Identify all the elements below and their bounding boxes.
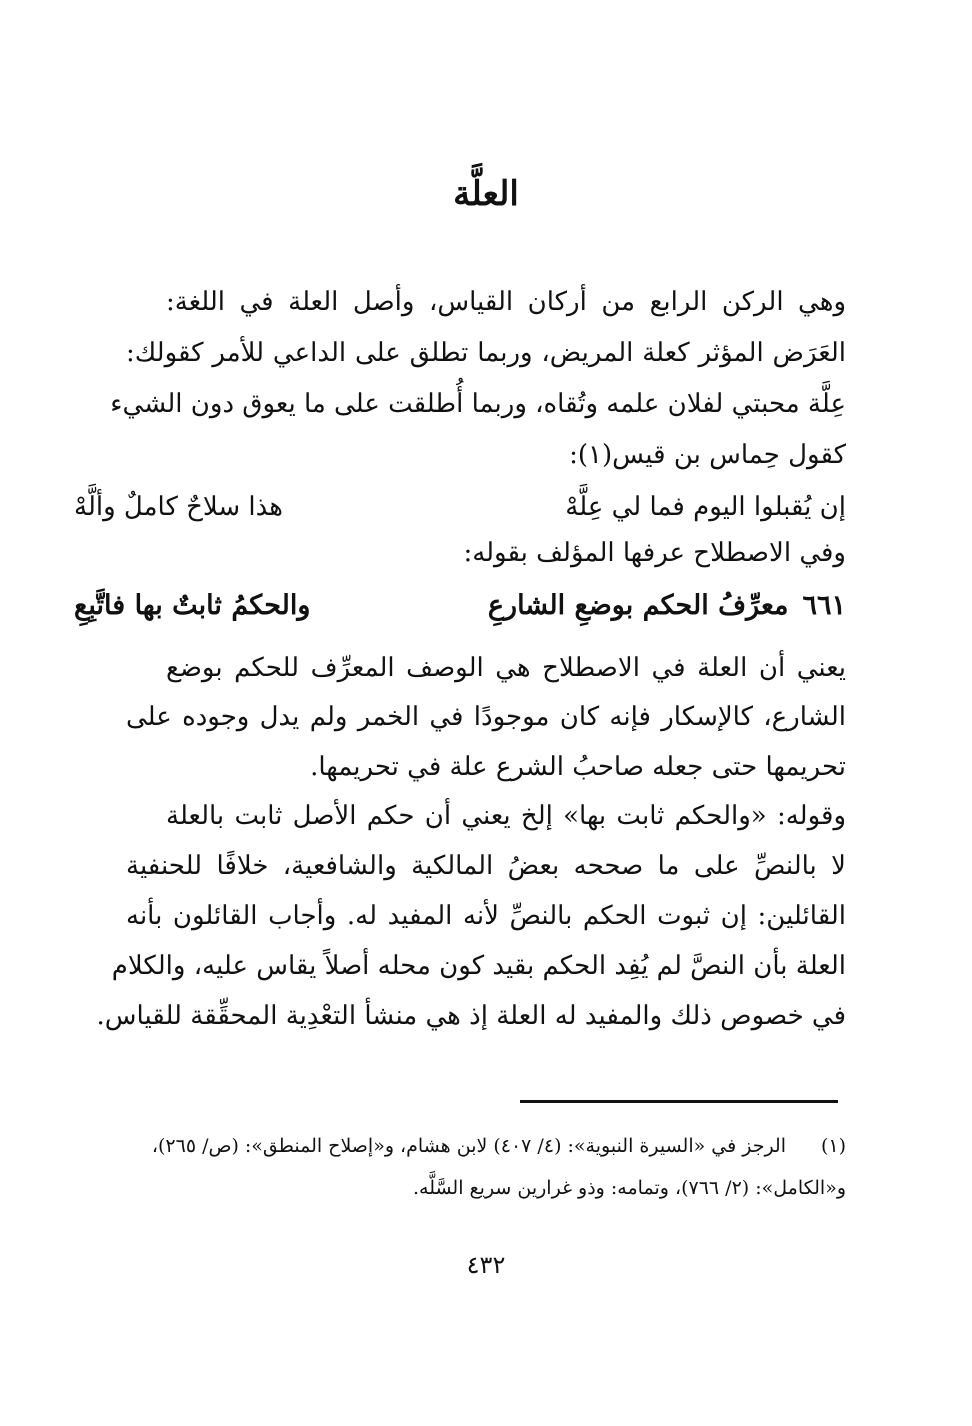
verse-hemistich-2: والحكمُ ثابتٌ بها فاتَّبِعِ (74, 590, 311, 621)
paragraph-3-line-4: العلة بأن النصَّ لم يُفِد الحكم بقيد كون محله أصلاً يقاس عليه، والكلام (111, 951, 846, 981)
paragraph-2-line-1: يعني أن العلة في الاصطلاح هي الوصف المعرِّف للحكم بوضع (166, 653, 846, 683)
paragraph-1-line-4: كقول حِماس بن قيس(١): (569, 440, 846, 470)
paragraph-1-line-2: العَرَض المؤثر كعلة المريض، وربما تطلق على الداعي للأمر كقولك: (126, 338, 846, 368)
paragraph-3-line-3: القائلين: إن ثبوت الحكم بالنصِّ لأنه المفيد له. وأجاب القائلون بأنه (126, 901, 846, 931)
paragraph-2-line-3: تحريمها حتى جعله صاحبُ الشرع علة في تحريمها. (310, 752, 846, 782)
footnote-divider (520, 1100, 838, 1103)
verse-number: ٦٦١ (802, 590, 846, 621)
footnote-text-1: الرجز في «السيرة النبوية»: (٤/ ٤٠٧) لابن هشام، و«إصلاح المنطق»: (ص/ ٢٦٥)، (151, 1135, 786, 1157)
paragraph-2-line-2: الشارع، كالإسكار فإنه كان موجودًا في الخمر ولم يدل وجوده على (126, 702, 846, 732)
footnote-text-2: و«الكامل»: (٢/ ٧٦٦)، وتمامه: وذو غرارين سريع السَّلَّه. (412, 1177, 846, 1199)
paragraph-1-line-1: وهي الركن الرابع من أركان القياس، وأصل العلة في اللغة: (166, 287, 846, 317)
poem-line (74, 487, 846, 527)
paragraph-3-line-1: وقوله: «والحكم ثابت بها» إلخ يعني أن حكم الأصل ثابت بالعلة (166, 801, 846, 831)
footnote-line-1 (74, 1130, 846, 1162)
footnote-line-2 (74, 1172, 846, 1204)
poem-hemistich-1: إن يُقبلوا اليوم فما لي عِلَّهْ (565, 492, 846, 522)
poem-hemistich-2: هذا سلاحٌ كاملٌ وألَّهْ (74, 492, 284, 522)
paragraph-1-line-3: عِلَّة محبتي لفلان علمه وتُقاه، وربما أُطلقت على ما يعوق دون الشيء (110, 389, 846, 419)
footnote-number: (١) (820, 1135, 846, 1157)
intro-line: وفي الاصطلاح عرفها المؤلف بقوله: (463, 538, 846, 568)
verse-line (74, 586, 846, 626)
paragraph-3-line-2: لا بالنصِّ على ما صححه بعضُ المالكية والشافعية، خلافًا للحنفية (126, 851, 846, 881)
chapter-title: العلَّة (453, 174, 519, 214)
page-number: ٤٣٢ (466, 1251, 506, 1279)
verse-hemistich-1: معرِّفُ الحكم بوضعِ الشارعِ (487, 590, 789, 621)
verse-first-half (488, 586, 846, 626)
paragraph-3-line-5: في خصوص ذلك والمفيد له العلة إذ هي منشأ التعْدِية المحقِّقة للقياس. (96, 1001, 846, 1031)
